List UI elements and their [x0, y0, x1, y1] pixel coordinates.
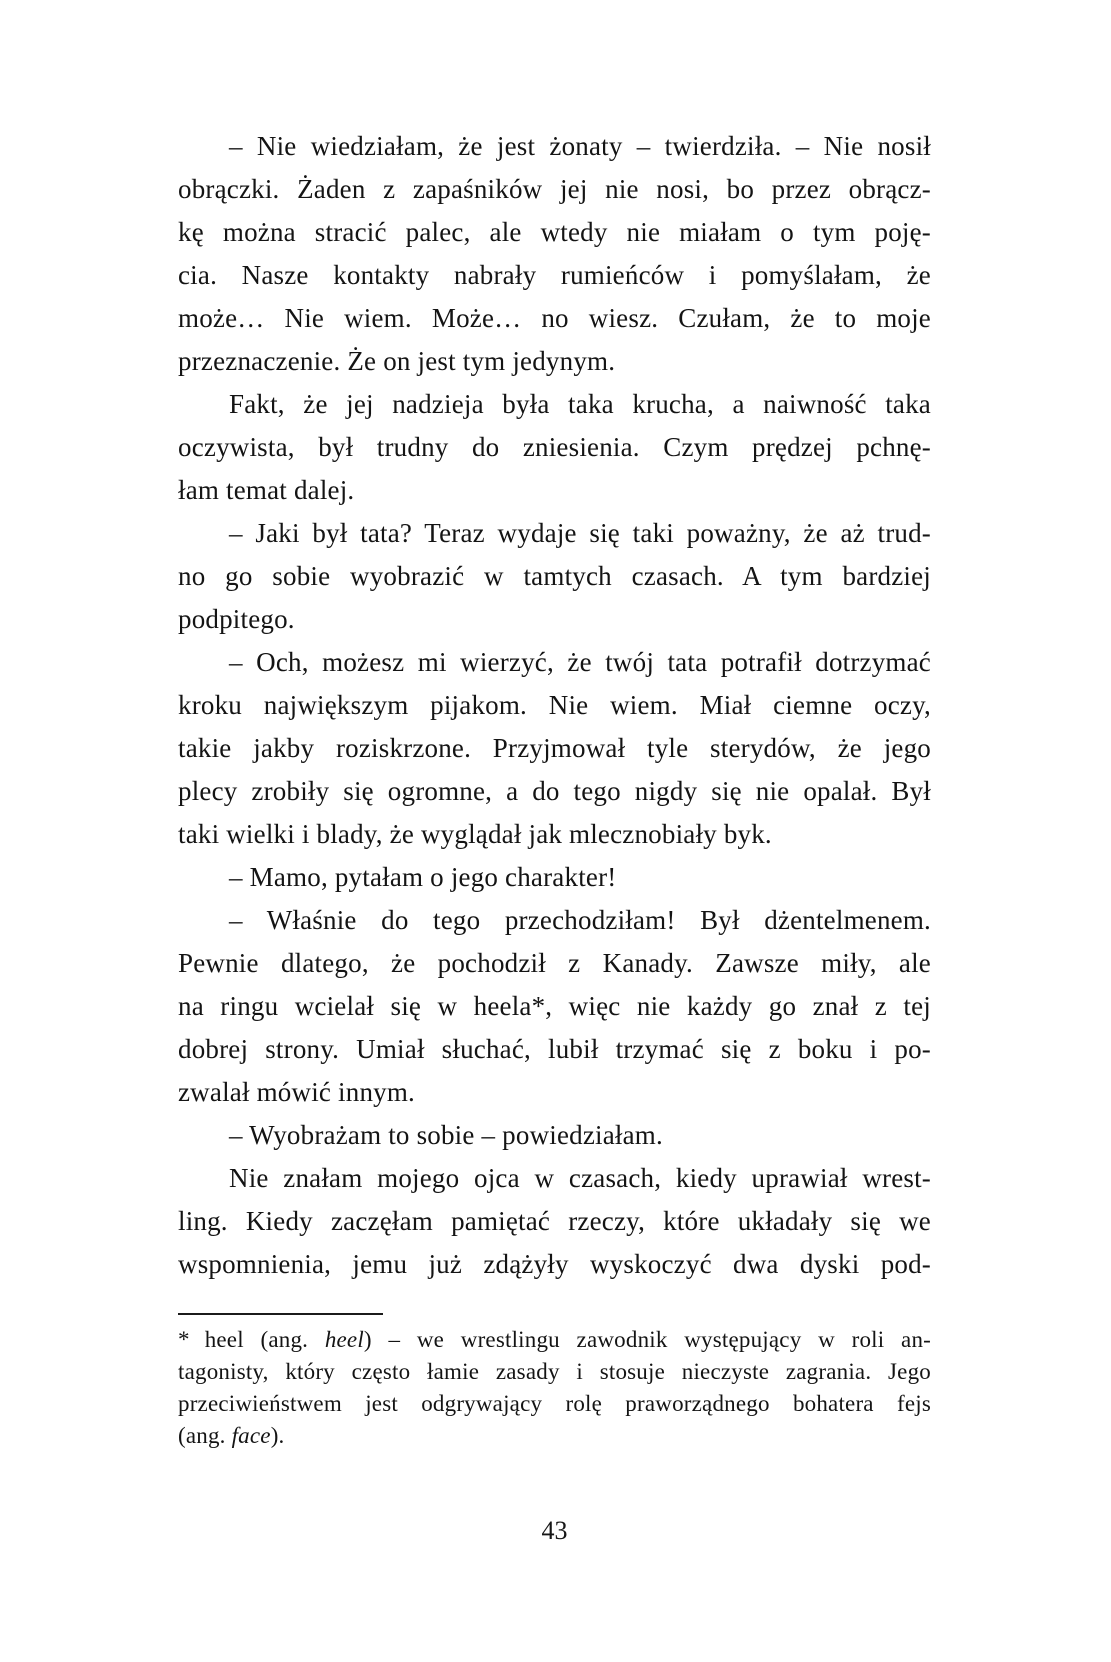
footnote-divider [178, 1313, 383, 1315]
footnote-segment: przeciwieństwem jest odgrywający rolę praworządnego bohatera fejs [178, 1391, 931, 1416]
footnote-text [178, 1324, 931, 1452]
text-column [178, 125, 931, 1546]
footnote-line [178, 1324, 931, 1356]
paragraph [178, 899, 931, 1114]
text-line: – Nie wiedziałam, że jest żonaty – twierdziła. – Nie nosił [229, 131, 931, 161]
text-line: – Mamo, pytałam o jego charakter! [229, 862, 617, 892]
text-line: podpitego. [178, 604, 295, 634]
footnote-term-italic: heel [324, 1327, 364, 1352]
text-line: plecy zrobiły się ogromne, a do tego nigdy się nie opalał. Był [178, 776, 931, 806]
text-line: oczywista, był trudny do zniesienia. Czym prędzej pchnę- [178, 432, 931, 462]
footnote-term-italic: face [231, 1423, 271, 1448]
text-line: takie jakby roziskrzone. Przyjmował tyle sterydów, że jego [178, 733, 931, 763]
text-line: ling. Kiedy zaczęłam pamiętać rzeczy, które układały się we [178, 1206, 931, 1236]
text-line: kroku największym pijakom. Nie wiem. Miał ciemne oczy, [178, 690, 931, 720]
footnote-segment: (ang. [178, 1423, 232, 1448]
paragraph [178, 1114, 931, 1157]
text-line: przeznaczenie. Że on jest tym jedynym. [178, 346, 616, 376]
footnote-line [178, 1388, 931, 1420]
text-line: – Wyobrażam to sobie – powiedziałam. [229, 1120, 663, 1150]
text-line: – Och, możesz mi wierzyć, że twój tata potrafił dotrzymać [229, 647, 931, 677]
text-line: może… Nie wiem. Może… no wiesz. Czułam, że to moje [178, 303, 931, 333]
text-line: obrączki. Żaden z zapaśników jej nie nosi, bo przez obrącz- [178, 174, 931, 204]
text-line: na ringu wcielał się w heela*, więc nie każdy go znał z tej [178, 991, 931, 1021]
footnote-line [178, 1420, 931, 1452]
paragraph [178, 641, 931, 856]
text-line: zwalał mówić innym. [178, 1077, 415, 1107]
text-line: kę można stracić palec, ale wtedy nie miałam o tym poję- [178, 217, 931, 247]
text-line: Nie znałam mojego ojca w czasach, kiedy uprawiał wrest- [229, 1163, 931, 1193]
text-line: taki wielki i blady, że wyglądał jak mlecznobiały byk. [178, 819, 772, 849]
paragraph [178, 1157, 931, 1286]
paragraph [178, 125, 931, 383]
footnote-segment: ). [270, 1423, 285, 1448]
footnote-segment: heel (ang. [204, 1327, 325, 1352]
page-number: 43 [541, 1516, 568, 1545]
footnote-line [178, 1356, 931, 1388]
paragraph [178, 383, 931, 512]
footnote-segment: tagonisty, który często łamie zasady i stosuje nieczyste zagrania. Jego [178, 1359, 931, 1384]
paragraph [178, 856, 931, 899]
text-line: Pewnie dlatego, że pochodził z Kanady. Zawsze miły, ale [178, 948, 931, 978]
text-line: dobrej strony. Umiał słuchać, lubił trzymać się z boku i po- [178, 1034, 931, 1064]
text-line: wspomnienia, jemu już zdążyły wyskoczyć dwa dyski pod- [178, 1249, 931, 1279]
text-line: no go sobie wyobrazić w tamtych czasach. A tym bardziej [178, 561, 931, 591]
text-line: Fakt, że jej nadzieja była taka krucha, a naiwność taka [229, 389, 931, 419]
paragraph [178, 512, 931, 641]
footnote-marker: * [178, 1327, 190, 1352]
text-line: – Właśnie do tego przechodziłam! Był dżentelmenem. [229, 905, 931, 935]
main-text [178, 125, 931, 1286]
text-line: – Jaki był tata? Teraz wydaje się taki poważny, że aż trud- [229, 518, 931, 548]
footnote-segment: ) – we wrestlingu zawodnik występujący w roli an- [363, 1327, 931, 1352]
text-line: łam temat dalej. [178, 475, 355, 505]
text-line: cia. Nasze kontakty nabrały rumieńców i pomyślałam, że [178, 260, 931, 290]
